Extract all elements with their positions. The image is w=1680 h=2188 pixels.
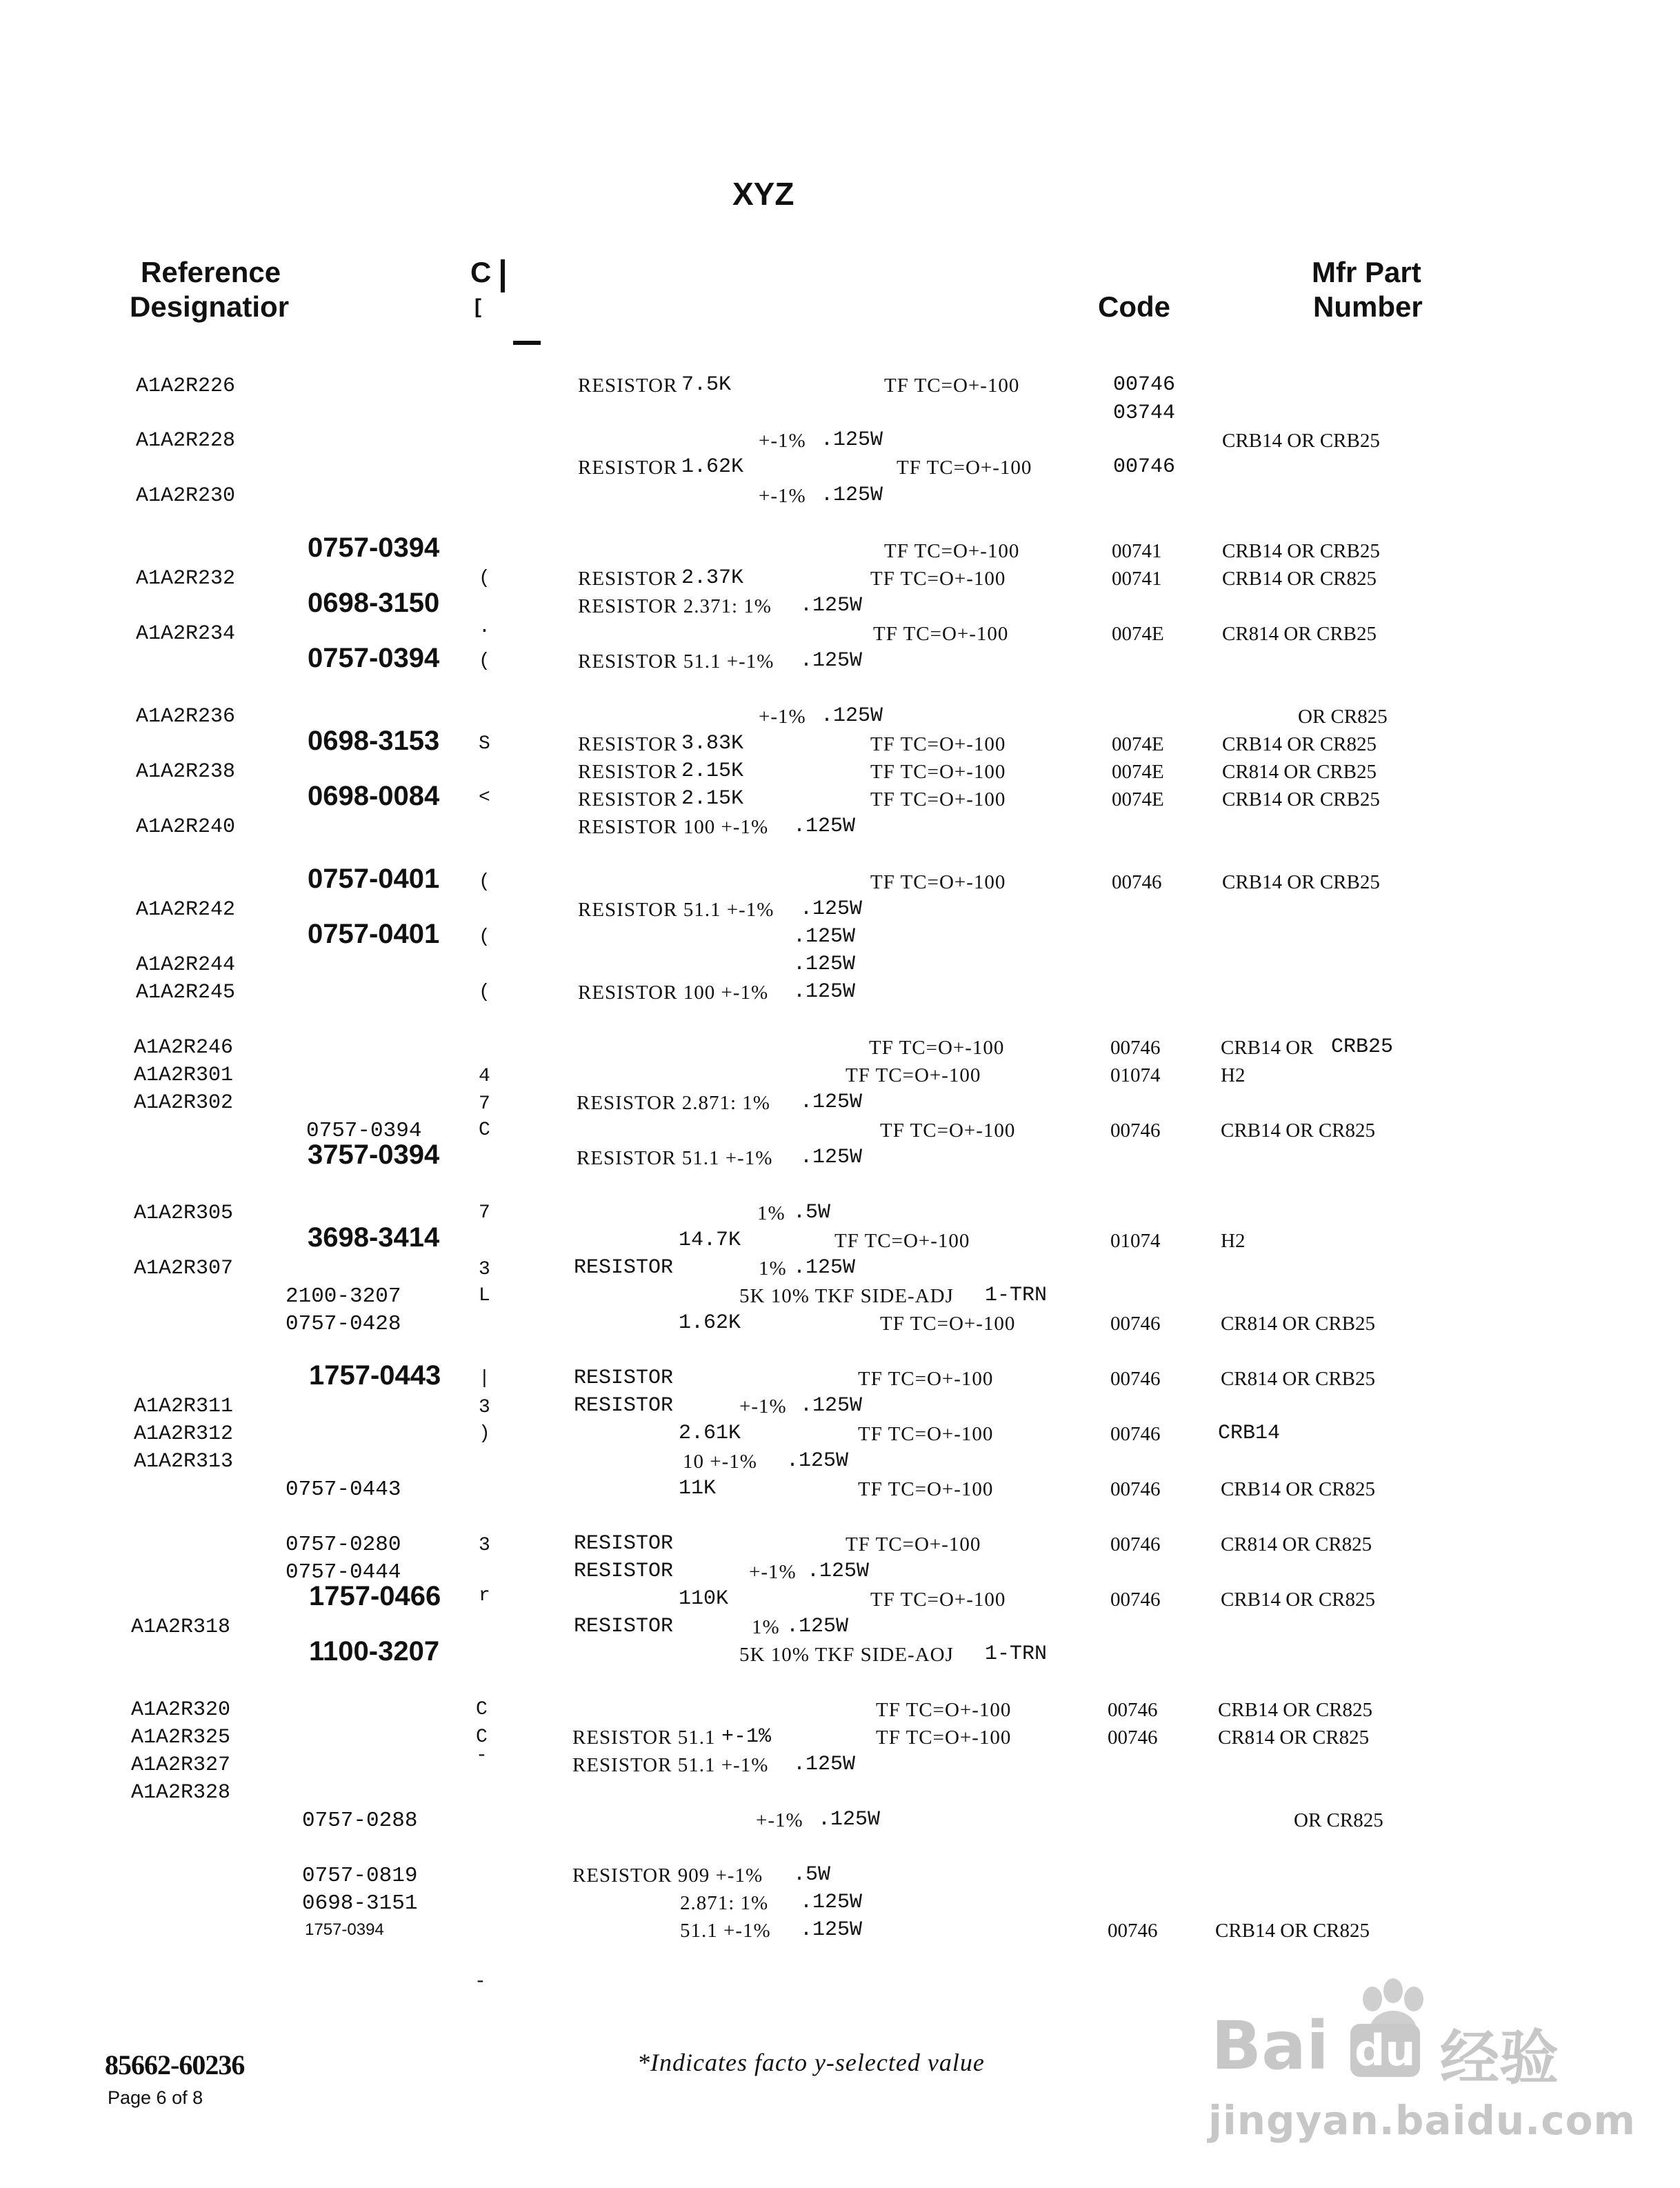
table-cell: CR814 OR CR825 — [1221, 1533, 1372, 1555]
table-cell: 2.15K — [681, 787, 744, 810]
table-cell: .125W — [793, 1256, 856, 1280]
table-cell: CRB14 OR CR825 — [1221, 1120, 1375, 1142]
table-cell: 00746 — [1113, 455, 1176, 479]
table-cell: 7 — [479, 1093, 490, 1115]
table-cell: 2.871: 1% — [680, 1892, 769, 1914]
table-cell: 1757-0443 — [309, 1360, 441, 1391]
table-cell: < — [479, 787, 490, 808]
table-cell: C — [479, 1120, 490, 1141]
table-cell: RESISTOR — [574, 1532, 674, 1555]
table-cell: 0757-0288 — [302, 1809, 418, 1833]
table-cell: 5K 10% TKF SIDE-AOJ — [739, 1644, 954, 1666]
table-cell: .5W — [793, 1201, 831, 1224]
table-cell: A1A2R234 — [136, 622, 236, 646]
table-cell: A1A2R318 — [131, 1615, 231, 1639]
table-cell: C — [476, 1699, 488, 1720]
watermark-url: jingyan.baidu.com — [1208, 2097, 1636, 2144]
table-cell: 7.5K — [681, 373, 732, 397]
table-cell: TF TC=O+-100 — [846, 1533, 981, 1555]
table-cell: 0074E — [1112, 761, 1164, 783]
table-cell: H2 — [1221, 1064, 1246, 1086]
header-reference-line2: Designatior — [130, 290, 290, 323]
table-cell: ) — [479, 1423, 490, 1444]
table-cell: RESISTOR — [574, 1366, 674, 1390]
table-cell: . — [479, 617, 490, 638]
table-cell: 3 — [479, 1535, 490, 1556]
table-cell: +-1% — [759, 430, 806, 452]
table-cell: - — [476, 1745, 488, 1767]
table-cell: 2.15K — [681, 759, 744, 783]
table-cell: RESISTOR — [578, 761, 678, 783]
table-cell: 3 — [479, 1259, 490, 1280]
table-cell: .125W — [793, 980, 856, 1004]
table-cell: TF TC=O+-100 — [884, 540, 1020, 562]
header-rule — [513, 341, 541, 345]
table-cell: 00746 — [1108, 1920, 1158, 1942]
table-cell: CRB14 OR CR825 — [1215, 1920, 1370, 1942]
table-cell: RESISTOR 909 +-1% — [572, 1864, 763, 1887]
page-title: XYZ — [732, 176, 794, 212]
table-cell: 1.62K — [679, 1311, 741, 1335]
table-cell: 0074E — [1112, 788, 1164, 810]
table-cell: 2100-3207 — [286, 1284, 401, 1309]
table-cell: .125W — [800, 594, 863, 617]
table-cell: TF TC=O+-100 — [858, 1423, 994, 1445]
table-cell: CRB14 OR CR825 — [1221, 1478, 1375, 1500]
table-cell: A1A2R228 — [136, 429, 236, 452]
table-cell: 2.37K — [681, 566, 744, 590]
table-cell: .125W — [800, 1918, 863, 1942]
table-cell: 01074 — [1110, 1064, 1161, 1086]
table-cell: A1A2R313 — [134, 1450, 234, 1473]
table-cell: 0698-3150 — [308, 588, 440, 618]
table-cell: 0757-0428 — [286, 1312, 401, 1336]
table-cell: CRB14 OR CR825 — [1222, 733, 1377, 755]
table-cell: 00746 — [1110, 1313, 1161, 1335]
table-cell: .125W — [800, 1394, 863, 1418]
table-cell: 0698-3153 — [308, 726, 440, 756]
table-cell: CR814 OR CRB25 — [1221, 1368, 1375, 1390]
table-cell: TF TC=O+-100 — [880, 1313, 1016, 1335]
table-cell: TF TC=O+-100 — [858, 1478, 994, 1500]
table-cell: r — [479, 1585, 490, 1607]
table-cell: .125W — [821, 704, 883, 728]
factory-selected-note: *Indicates facto y-selected value — [637, 2049, 985, 2076]
table-cell: CRB14 OR CRB25 — [1222, 788, 1380, 810]
table-cell: CRB14 OR CRB25 — [1222, 871, 1380, 893]
table-cell: .125W — [800, 1146, 863, 1169]
table-cell: A1A2R238 — [136, 760, 236, 784]
table-cell: 11K — [679, 1477, 717, 1500]
header-c-top: C — [470, 256, 492, 288]
table-cell: TF TC=O+-100 — [876, 1699, 1012, 1721]
table-cell: 0757-0401 — [308, 919, 440, 949]
table-cell: TF TC=O+-100 — [880, 1120, 1016, 1142]
table-cell: CR814 OR CRB25 — [1221, 1313, 1375, 1335]
table-cell: 03744 — [1113, 401, 1176, 425]
table-cell: .125W — [821, 484, 883, 507]
table-cell: A1A2R230 — [136, 484, 236, 508]
table-cell: A1A2R242 — [136, 898, 236, 922]
table-cell: CR814 OR CRB25 — [1222, 761, 1377, 783]
table-cell: RESISTOR 2.371: 1% — [578, 595, 772, 617]
table-cell: RESISTOR 100 +-1% — [578, 982, 769, 1004]
table-cell: 1% — [759, 1257, 787, 1280]
table-cell: A1A2R226 — [136, 375, 236, 398]
table-cell: CRB14 OR — [1221, 1037, 1314, 1059]
table-cell: - — [474, 1971, 486, 1993]
table-cell: RESISTOR — [574, 1615, 674, 1638]
table-cell: ( — [479, 650, 490, 672]
table-cell: 1757-0394 — [305, 1920, 384, 1939]
table-cell: TF TC=O+-100 — [870, 871, 1006, 893]
table-cell: TF TC=O+-100 — [870, 1589, 1006, 1611]
table-cell: A1A2R246 — [134, 1036, 234, 1060]
table-cell: C — [476, 1727, 488, 1748]
table-cell: TF TC=O+-100 — [858, 1368, 994, 1390]
table-cell: | — [479, 1368, 490, 1389]
table-cell: TF TC=O+-100 — [884, 375, 1020, 397]
table-cell: +-1% — [749, 1561, 797, 1583]
page-number: Page 6 of 8 — [108, 2087, 203, 2108]
table-cell: .125W — [800, 897, 863, 921]
table-cell: TF TC=O+-100 — [897, 457, 1032, 479]
header-c-bar — [501, 259, 505, 292]
table-cell: RESISTOR 51.1 +-1% — [578, 650, 774, 673]
table-cell: 0074E — [1112, 733, 1164, 755]
table-cell: .125W — [793, 925, 856, 948]
table-cell: CRB14 OR CRB25 — [1222, 540, 1380, 562]
table-cell: 1100-3207 — [309, 1636, 440, 1667]
table-cell: RESISTOR 51.1 — [572, 1727, 716, 1749]
table-cell: 00741 — [1112, 568, 1162, 590]
table-cell: OR CR825 — [1298, 706, 1388, 728]
header-mfr-line1: Mfr Part — [1312, 256, 1421, 288]
header-c-bottom: [ — [474, 295, 481, 318]
table-cell: +-1% — [756, 1809, 803, 1831]
table-cell: 00741 — [1112, 540, 1162, 562]
table-cell: 00746 — [1110, 1423, 1161, 1445]
table-cell: RESISTOR — [578, 457, 678, 479]
table-cell: .125W — [786, 1449, 849, 1473]
table-cell: RESISTOR 51.1 +-1% — [572, 1754, 769, 1776]
table-cell: RESISTOR 51.1 +-1% — [577, 1147, 773, 1169]
table-cell: ( — [479, 982, 490, 1003]
table-cell: A1A2R232 — [136, 567, 236, 590]
table-cell: A1A2R305 — [134, 1202, 234, 1225]
table-cell: 3757-0394 — [308, 1140, 440, 1170]
table-cell: 51.1 +-1% — [680, 1920, 771, 1942]
table-cell: CRB14 OR CR825 — [1221, 1589, 1375, 1611]
table-cell: OR CR825 — [1294, 1809, 1383, 1831]
table-cell: A1A2R245 — [136, 981, 236, 1004]
table-cell: 1% — [752, 1616, 780, 1638]
baidu-du-badge: du — [1350, 2024, 1420, 2077]
table-cell: A1A2R312 — [134, 1422, 234, 1446]
baidu-brand-text: Bai — [1211, 2007, 1329, 2085]
table-cell: 0074E — [1112, 623, 1164, 645]
table-cell: 01074 — [1110, 1230, 1161, 1252]
table-cell: +-1% — [759, 706, 806, 728]
table-cell: 0757-0444 — [286, 1560, 401, 1584]
table-cell: RESISTOR 2.871: 1% — [577, 1092, 770, 1114]
table-cell: 00746 — [1113, 373, 1176, 397]
table-cell: L — [479, 1285, 490, 1306]
table-cell: ( — [479, 871, 490, 893]
table-cell: 5K 10% TKF SIDE-ADJ — [739, 1285, 954, 1307]
table-cell: 0698-0084 — [308, 781, 440, 811]
table-cell: A1A2R302 — [134, 1091, 234, 1115]
table-cell: 14.7K — [679, 1229, 741, 1252]
table-cell: CRB14 OR CRB25 — [1222, 430, 1380, 452]
table-cell: +-1% — [759, 485, 806, 507]
table-cell: 7 — [479, 1202, 490, 1224]
table-cell: .125W — [786, 1615, 849, 1638]
table-cell: +-1% — [721, 1725, 772, 1749]
table-cell: 3.83K — [681, 732, 744, 755]
table-cell: 0757-0394 — [308, 643, 440, 673]
table-cell: 0757-0819 — [302, 1864, 418, 1888]
table-cell: RESISTOR 100 +-1% — [578, 816, 769, 838]
table-cell: TF TC=O+-100 — [870, 568, 1006, 590]
table-cell: .125W — [818, 1808, 881, 1831]
table-cell: 2.61K — [679, 1422, 741, 1445]
table-cell: CR814 OR CR825 — [1218, 1727, 1370, 1749]
table-cell: RESISTOR — [578, 375, 678, 397]
table-cell: A1A2R307 — [134, 1257, 234, 1280]
table-cell: 0757-0443 — [286, 1478, 401, 1502]
table-cell: .125W — [793, 953, 856, 976]
table-cell: CRB25 — [1331, 1035, 1394, 1059]
table-cell: CR814 OR CRB25 — [1222, 623, 1377, 645]
table-cell: H2 — [1221, 1230, 1246, 1252]
table-cell: CRB14 — [1218, 1422, 1281, 1445]
table-cell: 1757-0466 — [309, 1581, 441, 1611]
table-cell: ( — [479, 568, 490, 589]
table-cell: A1A2R328 — [131, 1781, 231, 1804]
table-cell: TF TC=O+-100 — [846, 1064, 981, 1086]
jingyan-cn-text: 经验 — [1440, 2024, 1559, 2093]
table-cell: 0757-0394 — [306, 1119, 422, 1143]
table-cell: TF TC=O+-100 — [870, 761, 1006, 783]
table-cell: 00746 — [1110, 1589, 1161, 1611]
table-cell: TF TC=O+-100 — [876, 1727, 1012, 1749]
table-cell: 3698-3414 — [308, 1222, 440, 1253]
table-cell: 00746 — [1112, 871, 1162, 893]
table-cell: RESISTOR — [578, 733, 678, 755]
table-cell: RESISTOR — [578, 788, 678, 810]
table-cell: 00746 — [1110, 1478, 1161, 1500]
table-cell: 00746 — [1110, 1368, 1161, 1390]
table-cell: RESISTOR — [574, 1256, 674, 1280]
header-reference-line1: Reference — [141, 256, 281, 288]
document-part-number: 85662-60236 — [105, 2049, 245, 2080]
table-cell: A1A2R327 — [131, 1753, 231, 1777]
table-cell: RESISTOR — [578, 568, 678, 590]
table-cell: RESISTOR — [574, 1394, 674, 1418]
table-cell: A1A2R244 — [136, 953, 236, 977]
table-cell: .125W — [821, 428, 883, 452]
table-cell: 00746 — [1110, 1120, 1161, 1142]
table-cell: A1A2R311 — [134, 1395, 234, 1418]
table-cell: TF TC=O+-100 — [869, 1037, 1005, 1059]
table-cell: 1% — [757, 1202, 786, 1224]
table-cell: RESISTOR 51.1 +-1% — [578, 899, 774, 921]
table-cell: 1-TRN — [985, 1284, 1048, 1307]
table-cell: .125W — [807, 1560, 870, 1583]
table-cell: 1-TRN — [985, 1642, 1048, 1666]
header-code: Code — [1098, 290, 1170, 323]
table-cell: A1A2R301 — [134, 1064, 234, 1087]
table-cell: 00746 — [1108, 1727, 1158, 1749]
table-cell: 0757-0280 — [286, 1533, 401, 1557]
table-cell: TF TC=O+-100 — [873, 623, 1009, 645]
table-cell: .125W — [793, 1753, 856, 1776]
table-cell: 10 +-1% — [683, 1451, 757, 1473]
table-cell: 00746 — [1110, 1533, 1161, 1555]
table-cell: A1A2R320 — [131, 1698, 231, 1722]
table-cell: 4 — [479, 1066, 490, 1087]
table-cell: 00746 — [1110, 1037, 1161, 1059]
table-cell: 0698-3151 — [302, 1891, 418, 1916]
table-cell: TF TC=O+-100 — [870, 788, 1006, 810]
table-cell: A1A2R236 — [136, 705, 236, 728]
table-cell: .5W — [793, 1863, 831, 1887]
table-cell: .125W — [800, 1091, 863, 1114]
table-cell: +-1% — [739, 1395, 787, 1418]
table-cell: .125W — [800, 1891, 863, 1914]
header-mfr-line2: Number — [1313, 290, 1423, 323]
table-cell: CRB14 OR CR825 — [1222, 568, 1377, 590]
table-cell: .125W — [800, 649, 863, 673]
table-cell: 0757-0394 — [308, 533, 440, 563]
table-cell: ( — [479, 926, 490, 948]
table-cell: RESISTOR — [574, 1560, 674, 1583]
table-cell: TF TC=O+-100 — [834, 1230, 970, 1252]
table-cell: 00746 — [1108, 1699, 1158, 1721]
table-cell: TF TC=O+-100 — [870, 733, 1006, 755]
table-cell: 110K — [679, 1587, 729, 1611]
table-cell: 0757-0401 — [308, 864, 440, 894]
table-cell: A1A2R240 — [136, 815, 236, 839]
table-cell: CRB14 OR CR825 — [1218, 1699, 1372, 1721]
table-cell: A1A2R325 — [131, 1726, 231, 1749]
table-cell: .125W — [793, 815, 856, 838]
table-cell: 3 — [479, 1397, 490, 1418]
table-cell: 1.62K — [681, 455, 744, 479]
table-cell: S — [479, 733, 490, 755]
